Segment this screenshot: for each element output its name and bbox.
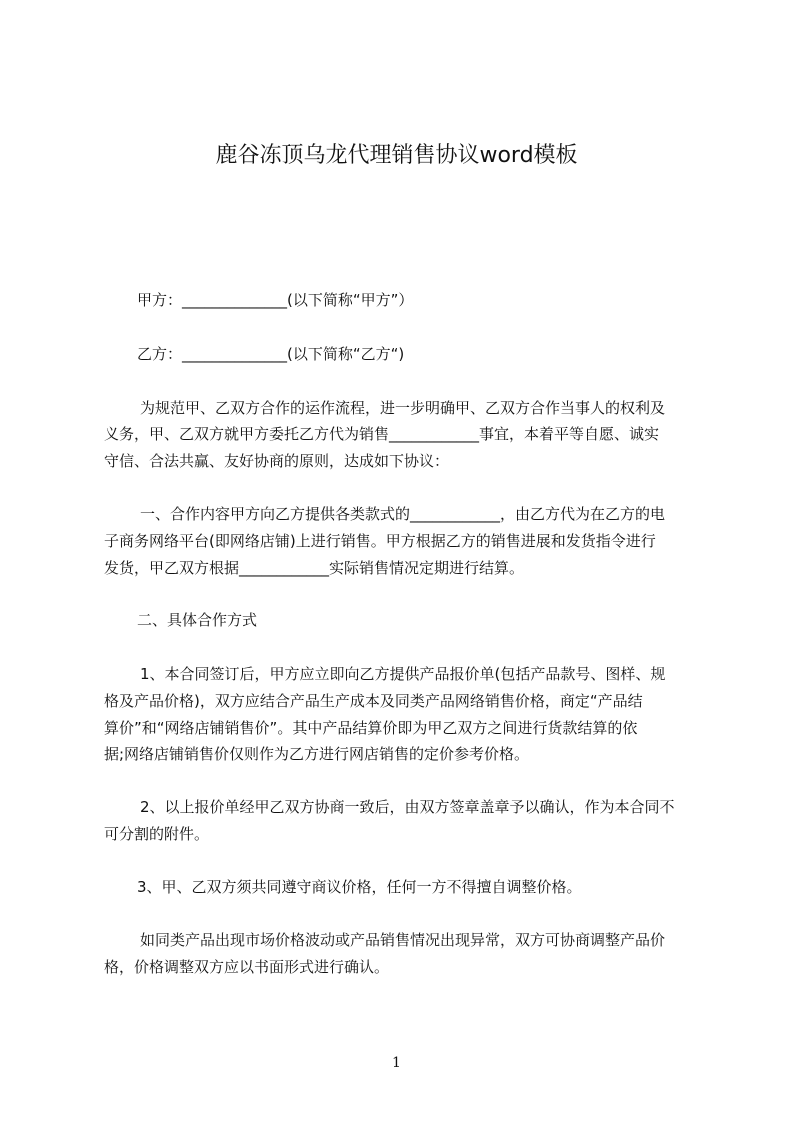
item1-line: 1、本合同签订后，甲方应立即向乙方提供产品报价单(包括产品款号、图样、规 (140, 665, 666, 683)
item1-line: 格及产品价格)，双方应结合产品生产成本及同类产品网络销售价格，商定“产品结 (104, 692, 643, 710)
intro-line: 义务，甲、乙双方就甲方委托乙方代为销售____________事宜，本着平等自愿、诚实 (104, 425, 660, 443)
item3-line: 3、甲、乙双方须共同遵守商议价格，任何一方不得擅自调整价格。 (137, 878, 582, 896)
section1-line: 发货，甲乙双方根据____________实际销售情况定期进行结算。 (104, 559, 525, 577)
party-a-line: 甲方：______________(以下简称“甲方”） (137, 291, 414, 309)
page-number: 1 (392, 1055, 401, 1071)
document-title: 鹿谷冻顶乌龙代理销售协议word模板 (215, 143, 578, 168)
section1-line: 一、合作内容甲方向乙方提供各类款式的____________，由乙方代为在乙方的电 (140, 505, 666, 523)
intro-line: 守信、合法共赢、友好协商的原则，达成如下协议： (104, 452, 450, 470)
item2-line: 2、以上报价单经甲乙双方协商一致后，由双方签章盖章予以确认，作为本合同不 (140, 798, 675, 816)
item1-line: 据;网络店铺销售价仅则作为乙方进行网店销售的定价参考价格。 (104, 745, 530, 763)
price-change-line: 如同类产品出现市场价格波动或产品销售情况出现异常，双方可协商调整产品价 (140, 931, 666, 949)
section2-heading: 二、具体合作方式 (137, 611, 258, 629)
section1-line: 子商务网络平台(即网络店铺)上进行销售。甲方根据乙方的销售进展和发货指令进行 (104, 532, 656, 550)
price-change-line: 格，价格调整双方应以书面形式进行确认。 (104, 958, 390, 976)
intro-line: 为规范甲、乙双方合作的运作流程，进一步明确甲、乙双方合作当事人的权利及 (140, 399, 666, 417)
item2-line: 可分割的附件。 (104, 825, 210, 843)
item1-line: 算价”和“网络店铺销售价”。其中产品结算价即为甲乙双方之间进行货款结算的依 (104, 719, 638, 737)
party-b-line: 乙方：______________(以下简称“乙方“) (137, 345, 405, 363)
